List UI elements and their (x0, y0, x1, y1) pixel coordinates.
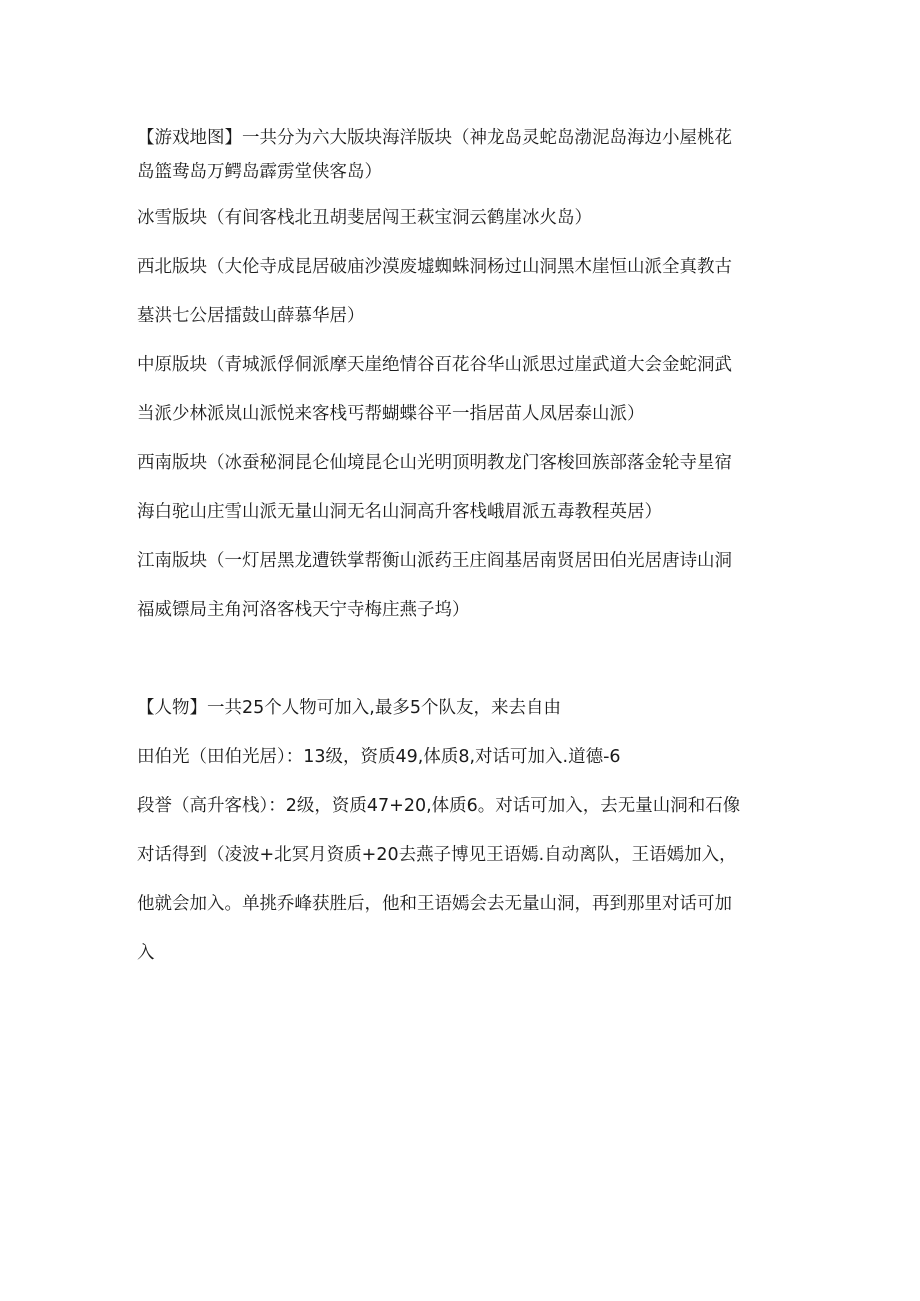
map-line-9: 海白驼山庄雪山派无量山洞无名山洞高升客栈峨眉派五毒教程英居） (137, 502, 662, 522)
map-line-8: 西南版块（冰蚕秘洞昆仑仙境昆仑山光明顶明教龙门客梭回族部落金轮寺星宿 (137, 453, 732, 473)
map-line-2: 岛篮鸯岛万鳄岛霹雳堂侠客岛） (137, 162, 382, 182)
map-line-10: 江南版块（一灯居黑龙遭铁掌帮衡山派药王庄阎基居南贤居田伯光居唐诗山洞 (137, 551, 732, 571)
document-body (137, 126, 787, 965)
character-line-4: 对话得到（凌波+北冥月资质+20去燕子博见王语嫣.自动离队，王语嫣加入， (137, 845, 737, 865)
map-line-3: 冰雪版块（有间客栈北丑胡斐居闯王萩宝洞云鹤崖冰火岛） (137, 208, 592, 228)
character-line-6: 入 (137, 943, 155, 963)
map-line-5: 墓洪七公居擂鼓山薛慕华居） (137, 306, 365, 326)
map-line-4: 西北版块（大伦寺成昆居破庙沙漠废墟蜘蛛洞杨过山洞黑木崖恒山派全真教古 (137, 257, 732, 277)
map-section (137, 126, 787, 622)
map-line-1: 【游戏地图】一共分为六大版块海洋版块（神龙岛灵蛇岛渤泥岛海边小屋桃花 (137, 128, 732, 148)
character-line-2: 田伯光（田伯光居）：13级，资质49,体质8,对话可加入.道德-6 (137, 747, 621, 767)
map-line-7: 当派少林派岚山派悦来客栈丐帮蝴蝶谷平一指居苗人凤居泰山派） (137, 404, 645, 424)
map-line-6: 中原版块（青城派俘侗派摩天崖绝情谷百花谷华山派思过崖武道大会金蛇洞武 (137, 355, 732, 375)
map-line-11: 福威镖局主角河洛客栈天宁寺梅庄燕子坞） (137, 600, 470, 620)
character-line-5: 他就会加入。单挑乔峰获胜后，他和王语嫣会去无量山洞，再到那里对话可加 (137, 894, 732, 914)
character-line-1: 【人物】一共25个人物可加入,最多5个队友，来去自由 (137, 698, 561, 718)
character-section (137, 696, 787, 965)
character-line-3: 段誉（高升客栈）：2级，资质47+20,体质6。对话可加入，去无量山洞和石像 (137, 796, 741, 816)
